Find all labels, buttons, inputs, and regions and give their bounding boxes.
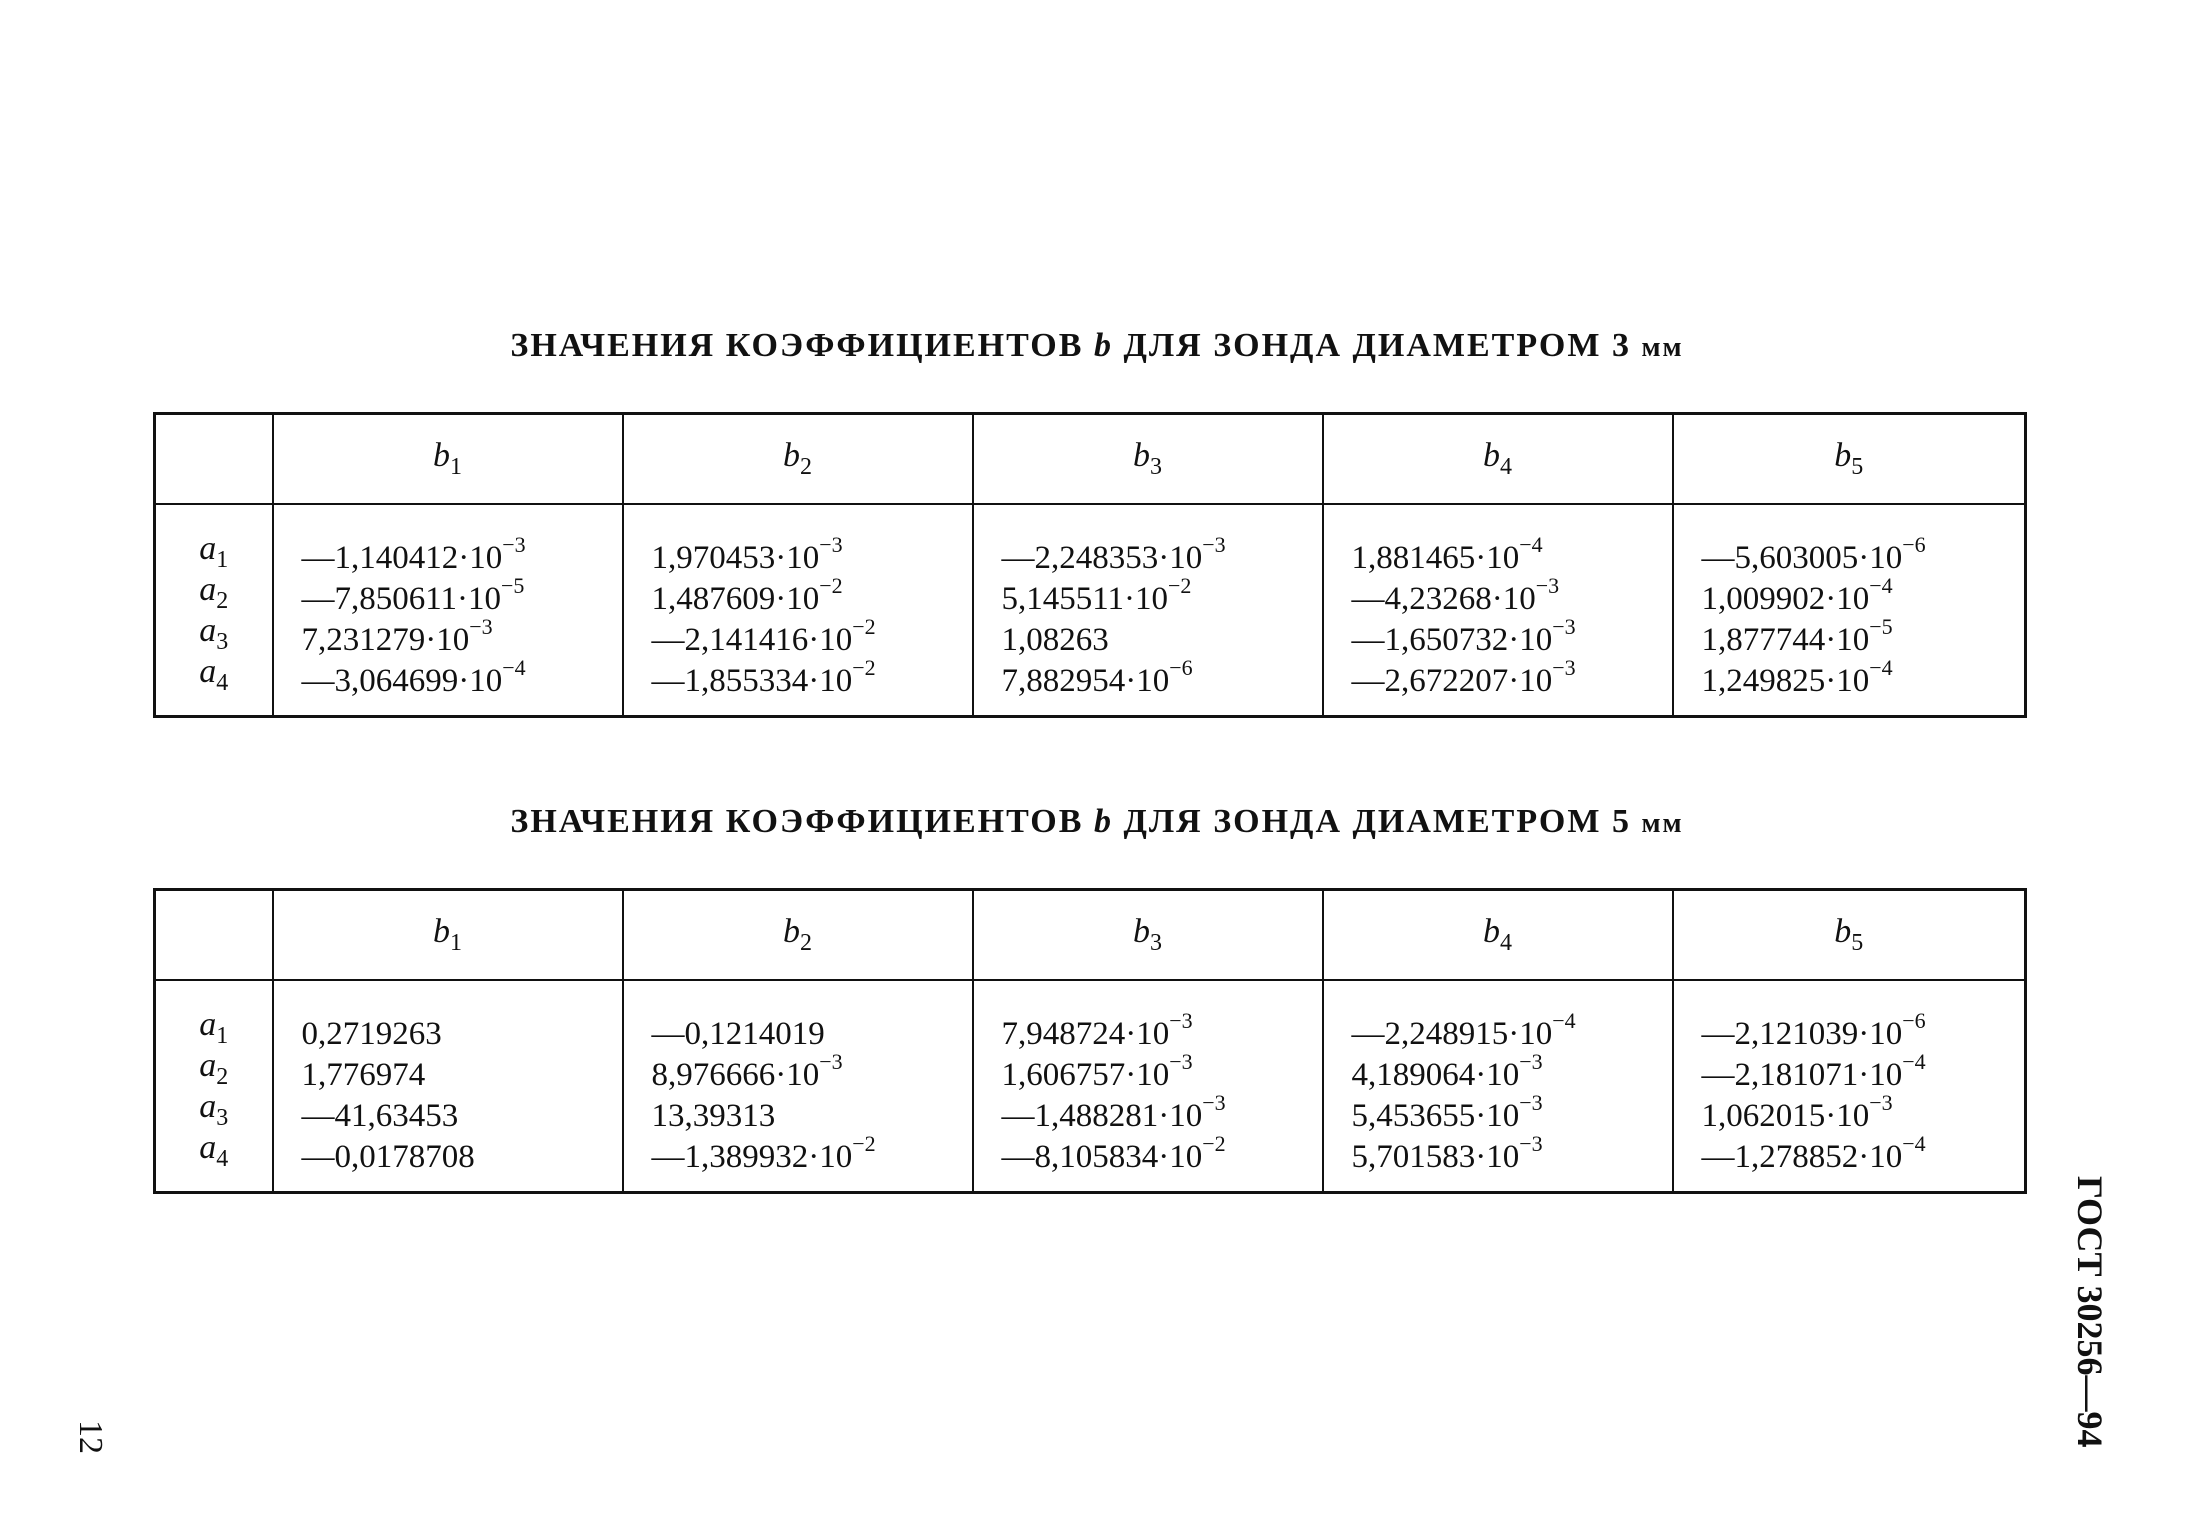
value-cell: $7,882954\cdot 10^{-6}$ [1001, 655, 1193, 699]
document-code: ГОСТ 30256—94 [2070, 1176, 2110, 1448]
row-label-a1: $a_1$ [199, 1006, 229, 1049]
table-body-row [155, 504, 2026, 717]
table-header-row [155, 414, 2026, 505]
column-header-b1: $b_1$ [273, 414, 623, 505]
column-header-b2: $b_2$ [623, 890, 973, 981]
row-label-a2: $a_2$ [199, 1047, 229, 1090]
value-cell: $—7,850611\cdot 10^{-5}$ [301, 573, 525, 617]
column-b2-values [623, 504, 973, 717]
row-label-a4: $a_4$ [199, 1129, 229, 1172]
column-b4-values [1323, 504, 1673, 717]
value-cell: $1,009902\cdot 10^{-4}$ [1701, 573, 1893, 617]
column-b2-values [623, 980, 973, 1193]
value-cell: $1,970453\cdot 10^{-3}$ [651, 532, 843, 576]
value-cell: $—8,105834\cdot 10^{-2}$ [1001, 1131, 1226, 1175]
value-cell: $—1,278852\cdot 10^{-4}$ [1701, 1131, 1926, 1175]
value-cell: $8,976666\cdot 10^{-3}$ [651, 1049, 843, 1093]
table1-title: ЗНАЧЕНИЯ КОЭФФИЦИЕНТОВ b ДЛЯ ЗОНДА ДИАМЕТРОМ 3 мм [510, 327, 1684, 364]
value-cell: $—1,140412\cdot 10^{-3}$ [301, 532, 526, 576]
value-cell: $1,606757\cdot 10^{-3}$ [1001, 1049, 1193, 1093]
row-label-a3: $a_3$ [199, 1088, 229, 1131]
value-cell: $7,231279\cdot 10^{-3}$ [301, 614, 493, 658]
corner-cell [155, 890, 273, 981]
column-header-b3: $b_3$ [973, 890, 1323, 981]
value-cell: —0,0178708 [301, 1139, 475, 1175]
value-cell: $—4,23268\cdot 10^{-3}$ [1351, 573, 1560, 617]
row-labels [155, 980, 273, 1193]
column-header-b4: $b_4$ [1323, 890, 1673, 981]
value-cell: 1,776974 [301, 1057, 426, 1093]
value-cell: $—2,141416\cdot 10^{-2}$ [651, 614, 876, 658]
column-header-b2: $b_2$ [623, 414, 973, 505]
value-cell: $—5,603005\cdot 10^{-6}$ [1701, 532, 1926, 576]
value-cell: —41,63453 [301, 1098, 459, 1134]
row-label-a3: $a_3$ [199, 612, 229, 655]
value-cell: 0,2719263 [301, 1016, 442, 1052]
column-b3-values [973, 504, 1323, 717]
column-header-b5: $b_5$ [1673, 414, 2026, 505]
value-cell: —0,1214019 [651, 1016, 825, 1052]
value-cell: $1,487609\cdot 10^{-2}$ [651, 573, 843, 617]
value-cell: 1,08263 [1001, 622, 1109, 658]
column-header-b5: $b_5$ [1673, 890, 2026, 981]
page-number: 12 [72, 1420, 109, 1454]
column-header-b3: $b_3$ [973, 414, 1323, 505]
table2-title: ЗНАЧЕНИЯ КОЭФФИЦИЕНТОВ b ДЛЯ ЗОНДА ДИАМЕТРОМ 5 мм [510, 803, 1684, 840]
value-cell: $—2,181071\cdot 10^{-4}$ [1701, 1049, 1926, 1093]
value-cell: $5,453655\cdot 10^{-3}$ [1351, 1090, 1543, 1134]
value-cell: $—2,248915\cdot 10^{-4}$ [1351, 1008, 1576, 1052]
coefficients-table-3mm [153, 412, 2027, 718]
column-header-b1: $b_1$ [273, 890, 623, 981]
column-b4-values [1323, 980, 1673, 1193]
column-b5-values [1673, 504, 2026, 717]
column-b1-values [273, 504, 623, 717]
table-body-row [155, 980, 2026, 1193]
value-cell: 13,39313 [651, 1098, 776, 1134]
value-cell: $—1,650732\cdot 10^{-3}$ [1351, 614, 1576, 658]
column-header-b4: $b_4$ [1323, 414, 1673, 505]
value-cell: $—1,389932\cdot 10^{-2}$ [651, 1131, 876, 1175]
value-cell: $—1,855334\cdot 10^{-2}$ [651, 655, 876, 699]
column-b1-values [273, 980, 623, 1193]
value-cell: $—3,064699\cdot 10^{-4}$ [301, 655, 526, 699]
value-cell: $5,145511\cdot 10^{-2}$ [1001, 573, 1192, 617]
value-cell: $—2,121039\cdot 10^{-6}$ [1701, 1008, 1926, 1052]
value-cell: $1,881465\cdot 10^{-4}$ [1351, 532, 1543, 576]
row-label-a1: $a_1$ [199, 530, 229, 573]
value-cell: $—1,488281\cdot 10^{-3}$ [1001, 1090, 1226, 1134]
value-cell: $1,062015\cdot 10^{-3}$ [1701, 1090, 1893, 1134]
value-cell: $1,877744\cdot 10^{-5}$ [1701, 614, 1893, 658]
row-label-a4: $a_4$ [199, 653, 229, 696]
column-b5-values [1673, 980, 2026, 1193]
value-cell: $—2,248353\cdot 10^{-3}$ [1001, 532, 1226, 576]
column-b3-values [973, 980, 1323, 1193]
value-cell: $4,189064\cdot 10^{-3}$ [1351, 1049, 1543, 1093]
row-label-a2: $a_2$ [199, 571, 229, 614]
corner-cell [155, 414, 273, 505]
coefficients-table-5mm [153, 888, 2027, 1194]
value-cell: $1,249825\cdot 10^{-4}$ [1701, 655, 1893, 699]
row-labels [155, 504, 273, 717]
table-header-row [155, 890, 2026, 981]
value-cell: $7,948724\cdot 10^{-3}$ [1001, 1008, 1193, 1052]
value-cell: $—2,672207\cdot 10^{-3}$ [1351, 655, 1576, 699]
value-cell: $5,701583\cdot 10^{-3}$ [1351, 1131, 1543, 1175]
